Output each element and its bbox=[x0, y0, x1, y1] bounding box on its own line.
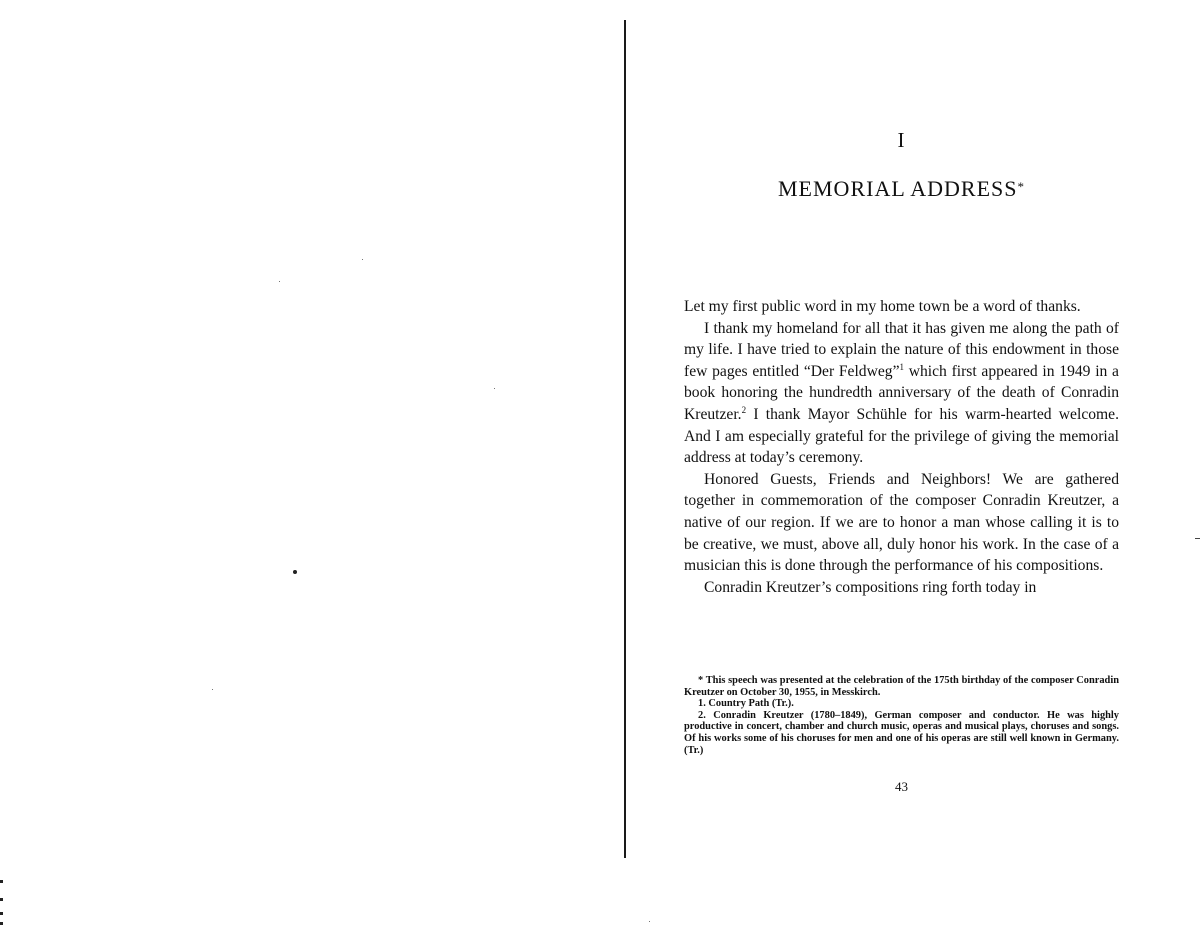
footnote: 1. Country Path (Tr.). bbox=[698, 698, 794, 710]
footnote: * This speech was presented at the celebration of the 175th birthday of the composer Conradin Kreutzer on October 30, 1955, in Messkirch. bbox=[684, 675, 1119, 698]
body-text bbox=[684, 296, 1119, 598]
paragraph: Let my first public word in my home town be a word of thanks. bbox=[684, 298, 1081, 315]
scan-speck bbox=[293, 570, 297, 574]
scan-speck bbox=[1195, 538, 1200, 539]
paragraph: Conradin Kreutzer’s compositions ring forth today in bbox=[704, 578, 1037, 596]
scan-edge-mark bbox=[0, 922, 3, 925]
paragraph bbox=[684, 318, 1119, 469]
scan-speck bbox=[494, 388, 495, 389]
footnote-ref: 2 bbox=[741, 404, 747, 415]
scan-edge-mark bbox=[0, 912, 3, 915]
footnotes bbox=[684, 675, 1119, 756]
footnote-ref: 1 bbox=[899, 361, 904, 372]
footnote: 2. Conradin Kreutzer (1780–1849), German composer and conductor. He was highly productive in concert, chamber and church music, operas and musical plays, choruses and songs. Of his works some of his choruses for men and one of his operas are still well known in Germany. (Tr.) bbox=[684, 709, 1119, 756]
scan-speck bbox=[212, 689, 213, 690]
paragraph-text: I thank my homeland for all that it has given me along the path of my life. I have tried to explain the nature of this endowment in those few pages entitled “Der Feldweg” bbox=[684, 319, 1119, 380]
chapter-title-text: MEMORIAL ADDRESS bbox=[778, 176, 1018, 201]
chapter-title bbox=[684, 176, 1119, 202]
scan-speck bbox=[279, 281, 280, 282]
scan-edge-mark bbox=[0, 880, 3, 883]
scan-speck bbox=[362, 259, 363, 260]
page-number: 43 bbox=[895, 779, 908, 794]
paragraph: Honored Guests, Friends and Neighbors! We are gathered together in commemoration of the composer Conradin Kreutzer, a native of our region. If we are to honor a man whose calling it is to be creative, we must, above all, duly honor his work. In the case of a musician this is done through the performance of his compositions. bbox=[684, 470, 1119, 575]
paragraph-text: I thank Mayor Schühle for his warm-hearted welcome. And I am especially grateful for the privilege of giving the memorial address at today’s ceremony. bbox=[684, 405, 1119, 467]
scan-speck bbox=[649, 921, 650, 922]
paragraph-text: which first appeared in 1949 in a book honoring the hundredth anniversary of the death of Conradin Kreutzer. bbox=[684, 362, 1119, 423]
scan-edge-mark bbox=[0, 898, 3, 901]
chapter-title-footnote-mark: * bbox=[1017, 179, 1025, 194]
chapter-number: I bbox=[897, 128, 906, 152]
book-gutter bbox=[624, 20, 626, 858]
